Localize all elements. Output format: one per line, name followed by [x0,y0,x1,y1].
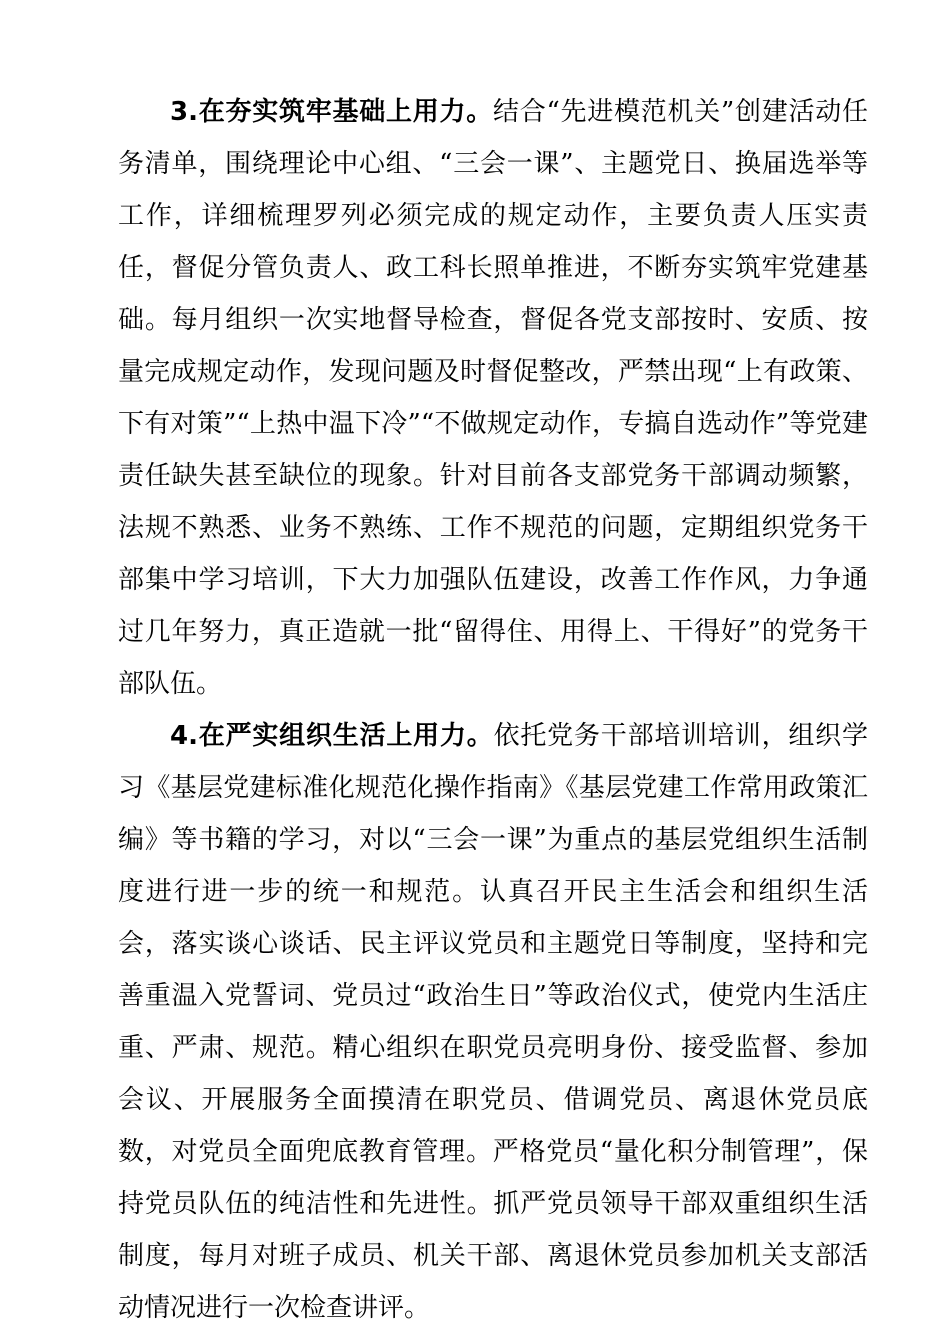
paragraph-3-heading: 3.在夯实筑牢基础上用力。 [170,97,493,127]
paragraph-4 [118,710,868,1334]
document-page [118,86,868,1334]
paragraph-3-body: 结合“先进模范机关”创建活动任务清单，围绕理论中心组、“三会一课”、主题党日、换届选举等工作，详细梳理罗列必须完成的规定动作，主要负责人压实责任，督促分管负责人、政工科长照单推进，不断夯实筑牢党建基础。每月组织一次实地督导检查，督促各党支部按时、安质、按量完成规定动作，发现问题及时督促整改，严禁出现“上有政策、下有对策”“上热中温下冷”“不做规定动作，专搞自选动作”等党建责任缺失甚至缺位的现象。针对目前各支部党务干部调动频繁，法规不熟悉、业务不熟练、工作不规范的问题，定期组织党务干部集中学习培训，下大力加强队伍建设，改善工作作风，力争通过几年努力，真正造就一批“留得住、用得上、干得好”的党务干部队伍。 [118,97,869,699]
paragraph-4-body: 依托党务干部培训培训，组织学习《基层党建标准化规范化操作指南》《基层党建工作常用政策汇编》等书籍的学习，对以“三会一课”为重点的基层党组织生活制度进行进一步的统一和规范。认真召开民主生活会和组织生活会，落实谈心谈话、民主评议党员和主题党日等制度，坚持和完善重温入党誓词、党员过“政治生日”等政治仪式，使党内生活庄重、严肃、规范。精心组织在职党员亮明身份、接受监督、参加会议、开展服务全面摸清在职党员、借调党员、离退休党员底数，对党员全面兜底教育管理。严格党员“量化积分制管理”，保持党员队伍的纯洁性和先进性。抓严党员领导干部双重组织生活制度，每月对班子成员、机关干部、离退休党员参加机关支部活动情况进行一次检查讲评。 [118,721,868,1323]
paragraph-4-heading: 4.在严实组织生活上用力。 [170,721,494,751]
paragraph-3 [118,86,868,710]
